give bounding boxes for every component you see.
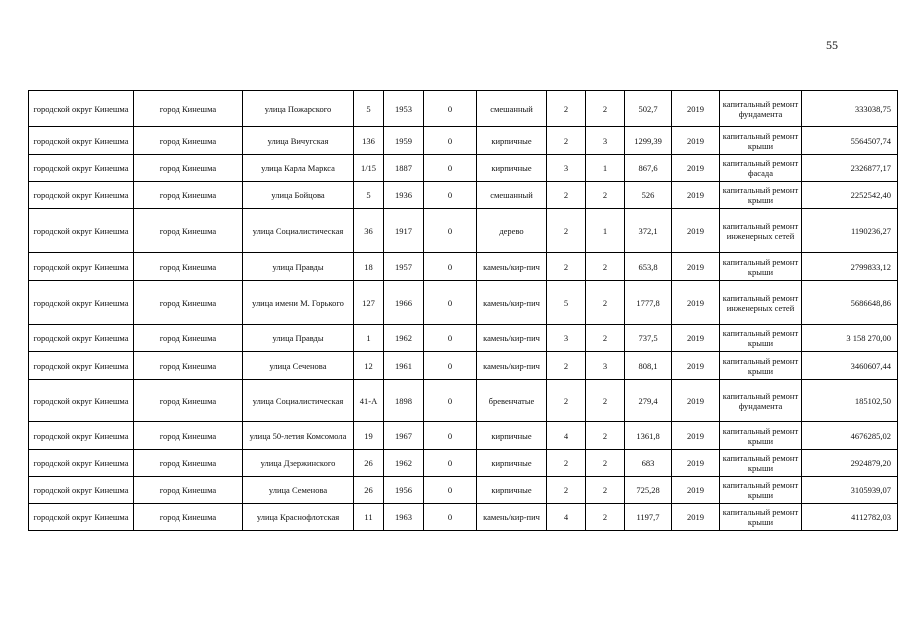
table-row	[29, 91, 898, 127]
cell-work-type: капитальный ремонт инженерных сетей	[720, 281, 802, 325]
cell-build-year: 1962	[384, 325, 424, 352]
cell-street: улица 50-летия Комсомола	[243, 422, 354, 450]
cell-build-year: 1898	[384, 380, 424, 422]
cell-plan-year: 2019	[672, 380, 720, 422]
cell-plan-year: 2019	[672, 450, 720, 477]
cell-house-number: 26	[354, 450, 384, 477]
cell-plan-year: 2019	[672, 352, 720, 380]
cell-city: город Кинешма	[134, 182, 243, 209]
cell-city: город Кинешма	[134, 450, 243, 477]
cell-wall-material: дерево	[477, 209, 547, 253]
cell-zero: 0	[424, 325, 477, 352]
cell-floors: 4	[547, 504, 586, 531]
cell-work-type: капитальный ремонт крыши	[720, 253, 802, 281]
cell-build-year: 1957	[384, 253, 424, 281]
cell-wall-material: кирпичные	[477, 422, 547, 450]
cell-wall-material: камень/кир-пич	[477, 352, 547, 380]
cell-house-number: 12	[354, 352, 384, 380]
cell-build-year: 1953	[384, 91, 424, 127]
cell-district: городской округ Кинешма	[29, 422, 134, 450]
cell-street: улица Социалистическая	[243, 209, 354, 253]
cell-cost: 4112782,03	[802, 504, 898, 531]
cell-house-number: 5	[354, 91, 384, 127]
cell-plan-year: 2019	[672, 253, 720, 281]
cell-district: городской округ Кинешма	[29, 352, 134, 380]
cell-area: 279,4	[625, 380, 672, 422]
cell-house-number: 1/15	[354, 155, 384, 182]
cell-work-type: капитальный ремонт крыши	[720, 127, 802, 155]
cell-work-type: капитальный ремонт крыши	[720, 477, 802, 504]
cell-floors: 2	[547, 352, 586, 380]
cell-build-year: 1967	[384, 422, 424, 450]
cell-house-number: 18	[354, 253, 384, 281]
cell-entrances: 2	[586, 182, 625, 209]
cell-wall-material: смешанный	[477, 182, 547, 209]
cell-cost: 2799833,12	[802, 253, 898, 281]
cell-entrances: 2	[586, 504, 625, 531]
cell-work-type: капитальный ремонт крыши	[720, 352, 802, 380]
cell-zero: 0	[424, 450, 477, 477]
table-row	[29, 182, 898, 209]
cell-street: улица Вичугская	[243, 127, 354, 155]
cell-street: улица Правды	[243, 325, 354, 352]
cell-plan-year: 2019	[672, 209, 720, 253]
cell-cost: 333038,75	[802, 91, 898, 127]
cell-area: 1299,39	[625, 127, 672, 155]
cell-street: улица Дзержинского	[243, 450, 354, 477]
cell-floors: 2	[547, 209, 586, 253]
cell-entrances: 2	[586, 253, 625, 281]
cell-house-number: 11	[354, 504, 384, 531]
cell-area: 683	[625, 450, 672, 477]
cell-build-year: 1887	[384, 155, 424, 182]
cell-plan-year: 2019	[672, 422, 720, 450]
cell-area: 502,7	[625, 91, 672, 127]
cell-area: 808,1	[625, 352, 672, 380]
cell-cost: 1190236,27	[802, 209, 898, 253]
cell-wall-material: камень/кир-пич	[477, 281, 547, 325]
cell-cost: 3 158 270,00	[802, 325, 898, 352]
cell-district: городской округ Кинешма	[29, 91, 134, 127]
table-row	[29, 209, 898, 253]
cell-district: городской округ Кинешма	[29, 253, 134, 281]
cell-cost: 185102,50	[802, 380, 898, 422]
cell-wall-material: камень/кир-пич	[477, 504, 547, 531]
cell-city: город Кинешма	[134, 127, 243, 155]
cell-city: город Кинешма	[134, 504, 243, 531]
cell-entrances: 3	[586, 127, 625, 155]
cell-zero: 0	[424, 352, 477, 380]
cell-work-type: капитальный ремонт крыши	[720, 422, 802, 450]
cell-district: городской округ Кинешма	[29, 380, 134, 422]
cell-plan-year: 2019	[672, 182, 720, 209]
cell-city: город Кинешма	[134, 380, 243, 422]
cell-area: 372,1	[625, 209, 672, 253]
cell-zero: 0	[424, 91, 477, 127]
cell-floors: 2	[547, 127, 586, 155]
cell-area: 737,5	[625, 325, 672, 352]
cell-area: 1361,8	[625, 422, 672, 450]
cell-entrances: 2	[586, 477, 625, 504]
cell-wall-material: камень/кир-пич	[477, 253, 547, 281]
table-row	[29, 253, 898, 281]
cell-area: 526	[625, 182, 672, 209]
cell-area: 653,8	[625, 253, 672, 281]
cell-build-year: 1956	[384, 477, 424, 504]
table-row	[29, 380, 898, 422]
cell-entrances: 2	[586, 91, 625, 127]
cell-district: городской округ Кинешма	[29, 325, 134, 352]
cell-area: 1197,7	[625, 504, 672, 531]
cell-house-number: 136	[354, 127, 384, 155]
cell-plan-year: 2019	[672, 155, 720, 182]
cell-house-number: 5	[354, 182, 384, 209]
cell-work-type: капитальный ремонт крыши	[720, 450, 802, 477]
cell-zero: 0	[424, 281, 477, 325]
table-row	[29, 504, 898, 531]
cell-street: улица Правды	[243, 253, 354, 281]
cell-wall-material: кирпичные	[477, 155, 547, 182]
cell-zero: 0	[424, 477, 477, 504]
cell-wall-material: смешанный	[477, 91, 547, 127]
cell-zero: 0	[424, 253, 477, 281]
cell-district: городской округ Кинешма	[29, 155, 134, 182]
cell-district: городской округ Кинешма	[29, 281, 134, 325]
cell-floors: 4	[547, 422, 586, 450]
cell-cost: 5686648,86	[802, 281, 898, 325]
cell-plan-year: 2019	[672, 281, 720, 325]
cell-entrances: 3	[586, 352, 625, 380]
cell-plan-year: 2019	[672, 325, 720, 352]
cell-wall-material: камень/кир-пич	[477, 325, 547, 352]
table-row	[29, 155, 898, 182]
cell-entrances: 2	[586, 281, 625, 325]
cell-wall-material: бревенчатые	[477, 380, 547, 422]
cell-house-number: 41-А	[354, 380, 384, 422]
cell-area: 867,6	[625, 155, 672, 182]
cell-district: городской округ Кинешма	[29, 209, 134, 253]
table-row	[29, 477, 898, 504]
cell-entrances: 2	[586, 380, 625, 422]
cell-cost: 3105939,07	[802, 477, 898, 504]
cell-cost: 5564507,74	[802, 127, 898, 155]
cell-build-year: 1962	[384, 450, 424, 477]
cell-street: улица Бойцова	[243, 182, 354, 209]
cell-city: город Кинешма	[134, 422, 243, 450]
cell-cost: 4676285,02	[802, 422, 898, 450]
cell-entrances: 1	[586, 155, 625, 182]
cell-zero: 0	[424, 380, 477, 422]
cell-house-number: 127	[354, 281, 384, 325]
cell-city: город Кинешма	[134, 91, 243, 127]
cell-floors: 2	[547, 182, 586, 209]
cell-wall-material: кирпичные	[477, 450, 547, 477]
cell-floors: 3	[547, 155, 586, 182]
table-body	[29, 91, 898, 531]
housing-repair-table	[28, 90, 898, 531]
cell-entrances: 2	[586, 422, 625, 450]
cell-house-number: 36	[354, 209, 384, 253]
cell-zero: 0	[424, 422, 477, 450]
cell-floors: 2	[547, 450, 586, 477]
cell-cost: 3460607,44	[802, 352, 898, 380]
cell-street: улица Семенова	[243, 477, 354, 504]
cell-city: город Кинешма	[134, 253, 243, 281]
cell-street: улица Карла Маркса	[243, 155, 354, 182]
cell-work-type: капитальный ремонт крыши	[720, 182, 802, 209]
cell-district: городской округ Кинешма	[29, 477, 134, 504]
cell-work-type: капитальный ремонт инженерных сетей	[720, 209, 802, 253]
cell-work-type: капитальный ремонт крыши	[720, 504, 802, 531]
cell-house-number: 19	[354, 422, 384, 450]
table-row	[29, 352, 898, 380]
cell-wall-material: кирпичные	[477, 477, 547, 504]
cell-cost: 2252542,40	[802, 182, 898, 209]
cell-floors: 2	[547, 477, 586, 504]
cell-district: городской округ Кинешма	[29, 504, 134, 531]
cell-cost: 2326877,17	[802, 155, 898, 182]
table-row	[29, 127, 898, 155]
cell-floors: 2	[547, 91, 586, 127]
cell-zero: 0	[424, 209, 477, 253]
cell-build-year: 1961	[384, 352, 424, 380]
cell-district: городской округ Кинешма	[29, 182, 134, 209]
cell-zero: 0	[424, 182, 477, 209]
cell-build-year: 1963	[384, 504, 424, 531]
cell-floors: 2	[547, 253, 586, 281]
cell-zero: 0	[424, 155, 477, 182]
cell-cost: 2924879,20	[802, 450, 898, 477]
cell-house-number: 26	[354, 477, 384, 504]
cell-floors: 5	[547, 281, 586, 325]
table-row	[29, 422, 898, 450]
cell-work-type: капитальный ремонт фасада	[720, 155, 802, 182]
cell-build-year: 1917	[384, 209, 424, 253]
cell-house-number: 1	[354, 325, 384, 352]
cell-street: улица имени М. Горького	[243, 281, 354, 325]
cell-zero: 0	[424, 127, 477, 155]
cell-city: город Кинешма	[134, 325, 243, 352]
cell-area: 725,28	[625, 477, 672, 504]
cell-city: город Кинешма	[134, 352, 243, 380]
cell-plan-year: 2019	[672, 504, 720, 531]
cell-build-year: 1966	[384, 281, 424, 325]
cell-build-year: 1936	[384, 182, 424, 209]
table-row	[29, 450, 898, 477]
cell-city: город Кинешма	[134, 281, 243, 325]
cell-entrances: 2	[586, 325, 625, 352]
cell-entrances: 1	[586, 209, 625, 253]
cell-plan-year: 2019	[672, 477, 720, 504]
cell-city: город Кинешма	[134, 155, 243, 182]
cell-entrances: 2	[586, 450, 625, 477]
cell-plan-year: 2019	[672, 91, 720, 127]
cell-city: город Кинешма	[134, 477, 243, 504]
cell-work-type: капитальный ремонт фундамента	[720, 91, 802, 127]
cell-area: 1777,8	[625, 281, 672, 325]
cell-zero: 0	[424, 504, 477, 531]
cell-floors: 3	[547, 325, 586, 352]
cell-floors: 2	[547, 380, 586, 422]
cell-plan-year: 2019	[672, 127, 720, 155]
cell-build-year: 1959	[384, 127, 424, 155]
cell-work-type: капитальный ремонт фундамента	[720, 380, 802, 422]
cell-district: городской округ Кинешма	[29, 127, 134, 155]
cell-street: улица Сеченова	[243, 352, 354, 380]
page-number: 55	[826, 38, 838, 52]
cell-street: улица Социалистическая	[243, 380, 354, 422]
cell-wall-material: кирпичные	[477, 127, 547, 155]
cell-district: городской округ Кинешма	[29, 450, 134, 477]
cell-work-type: капитальный ремонт крыши	[720, 325, 802, 352]
cell-street: улица Пожарского	[243, 91, 354, 127]
cell-city: город Кинешма	[134, 209, 243, 253]
table-row	[29, 325, 898, 352]
table-row	[29, 281, 898, 325]
cell-street: улица Краснофлотская	[243, 504, 354, 531]
